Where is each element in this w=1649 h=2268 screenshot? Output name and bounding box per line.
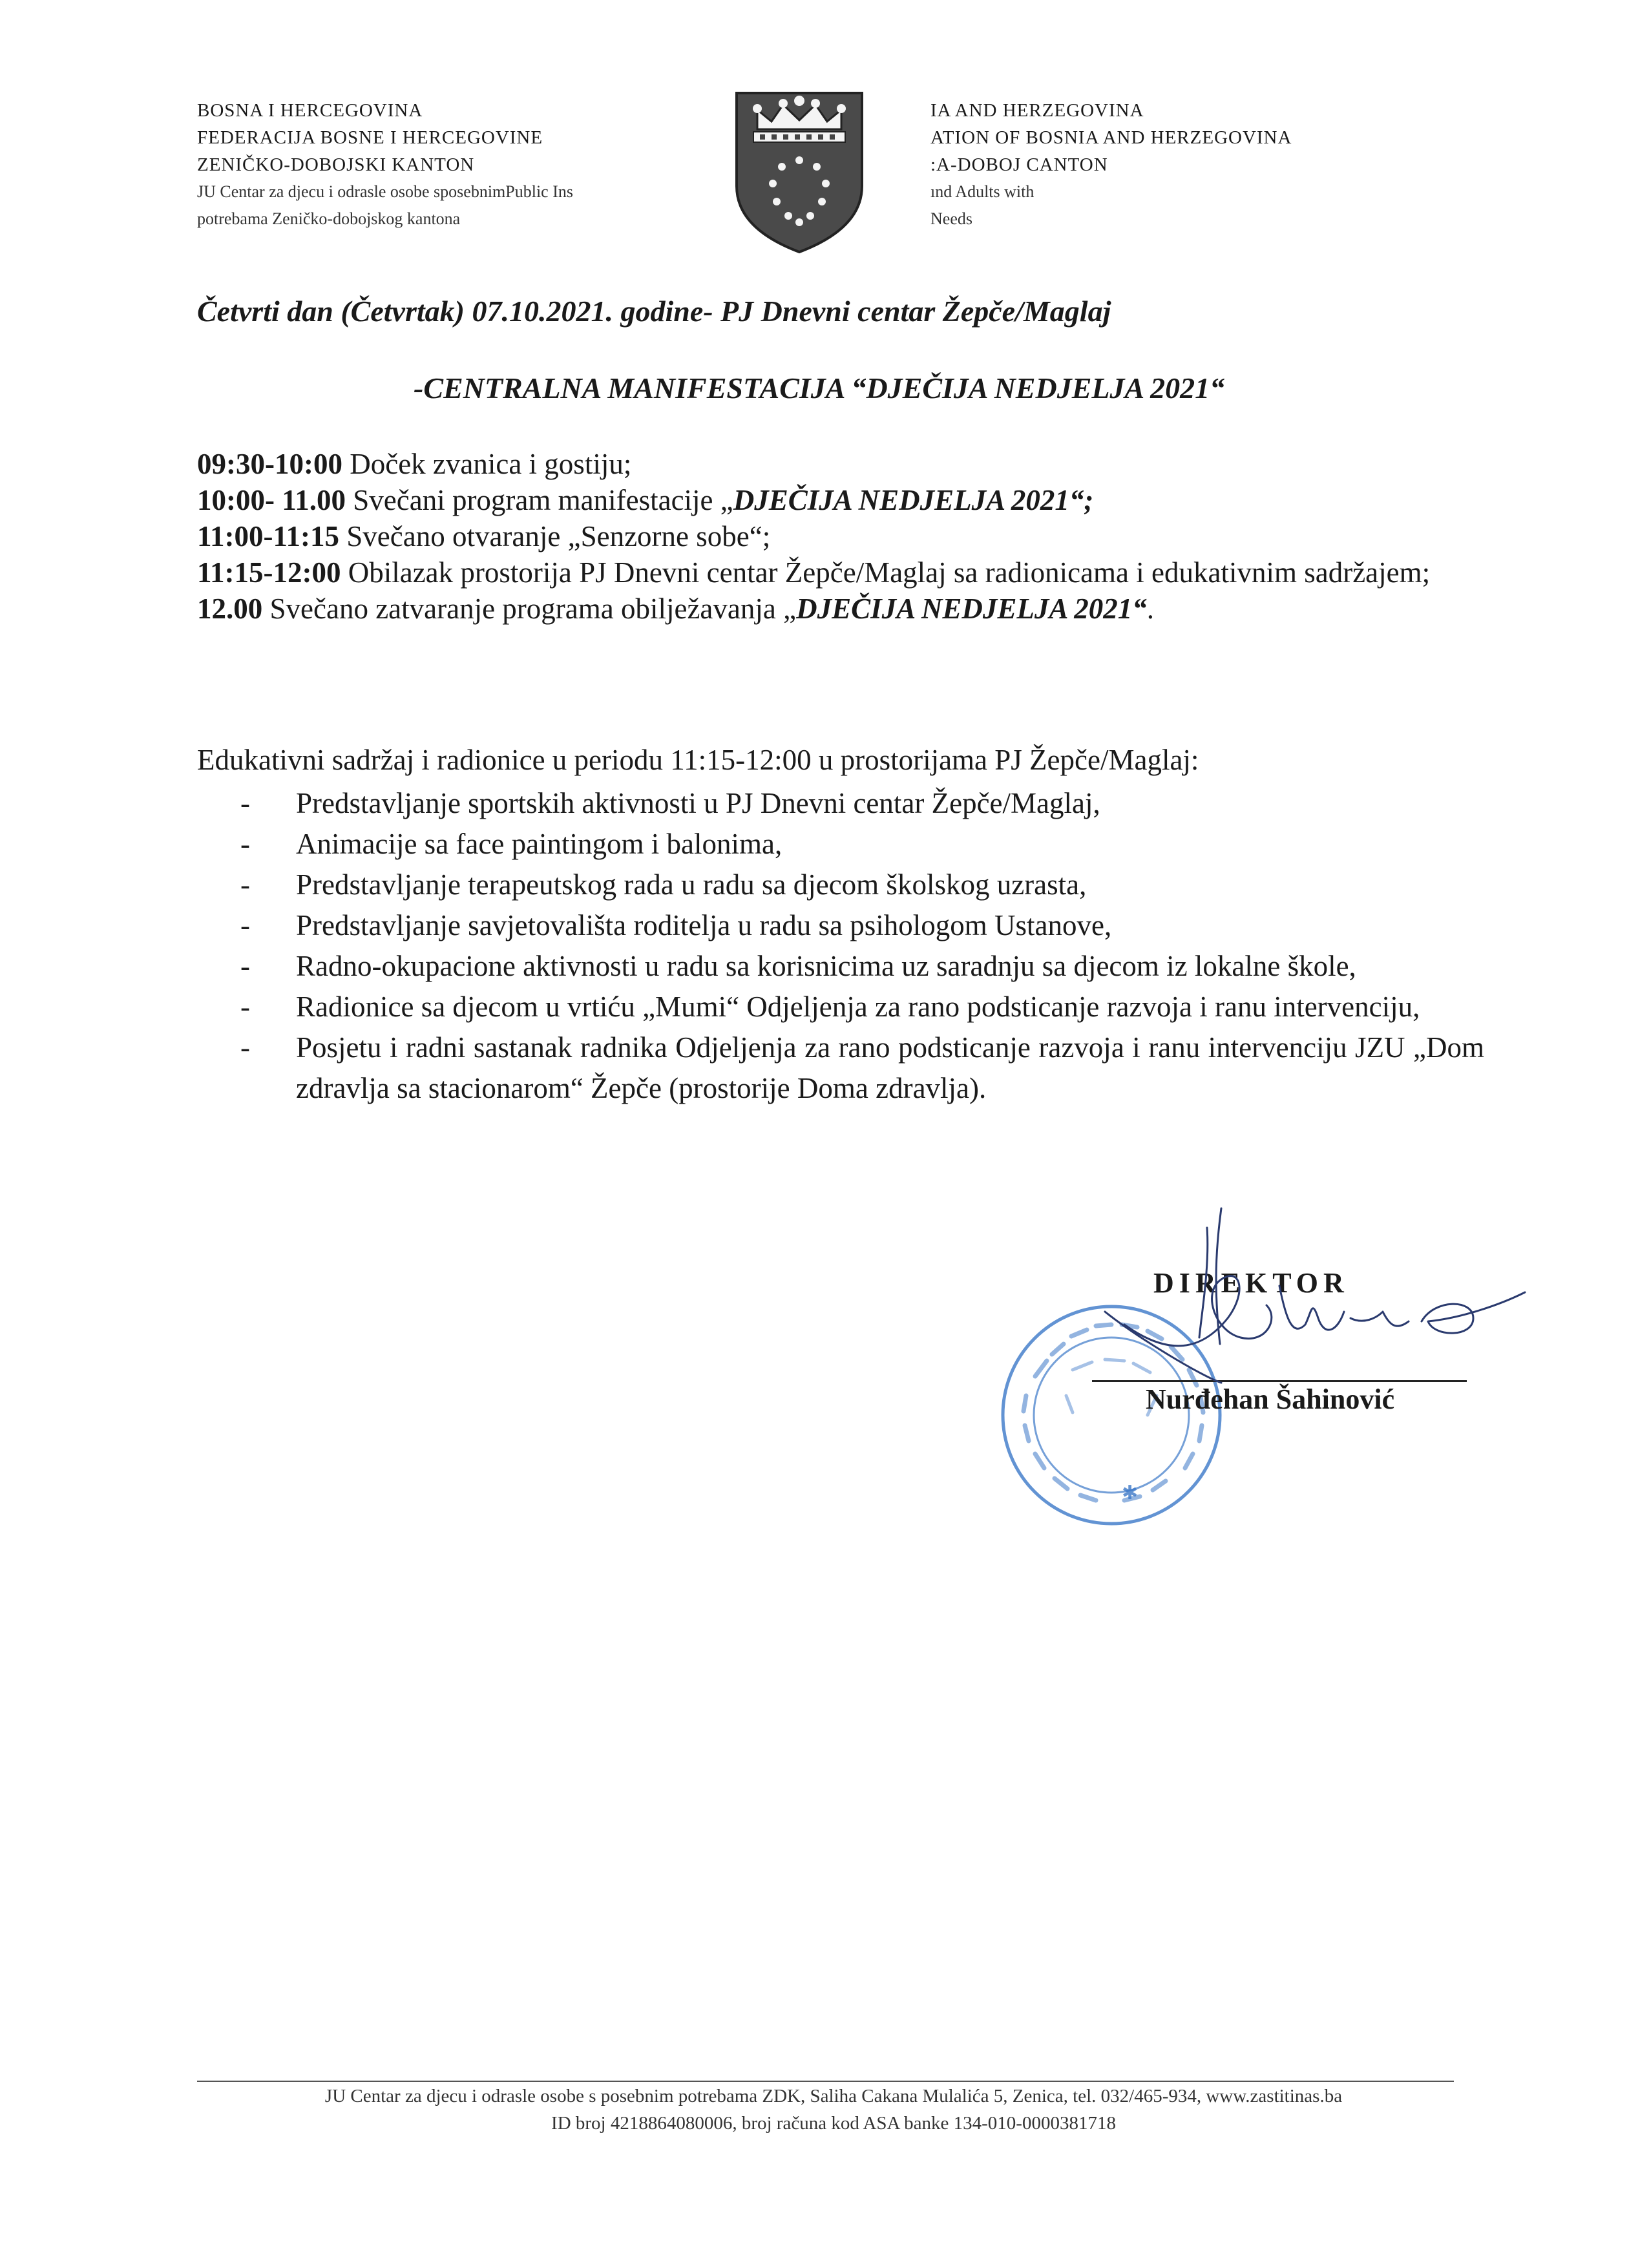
header-right-line: IA AND HERZEGOVINA xyxy=(930,100,1144,121)
schedule-text: Svečano zatvaranje programa obilježavanja „ xyxy=(262,593,797,625)
schedule-text: Svečano otvaranje „Senzorne sobe“; xyxy=(339,520,771,552)
header-left-line: ZENIČKO-DOBOJSKI KANTON xyxy=(197,154,475,175)
schedule-time: 10:00- 11.00 xyxy=(197,484,346,516)
activities-list xyxy=(240,783,1484,1109)
header-right-line: ATION OF BOSNIA AND HERZEGOVINA xyxy=(930,127,1292,148)
schedule-end: . xyxy=(1146,593,1154,625)
list-item xyxy=(240,1027,1484,1109)
schedule-text: Obilazak prostorija PJ Dnevni centar Žepče/Maglaj sa radionicama i edukativnim sadržajem; xyxy=(341,556,1431,589)
schedule-item xyxy=(197,518,1483,554)
header-right-line: Needs xyxy=(930,209,972,228)
header-right-line: :A-DOBOJ CANTON xyxy=(930,154,1108,175)
list-item xyxy=(240,905,1484,946)
footer-address: JU Centar za djecu i odrasle osobe s posebnim potrebama ZDK, Saliha Cakana Mulalića 5, Zenica, tel. 032/465-934, www.zastitinas.ba xyxy=(324,2086,1343,2106)
header-left-line: BOSNA I HERCEGOVINA xyxy=(197,100,423,121)
list-item-text: Radno-okupacione aktivnosti u radu sa korisnicima uz saradnju sa djecom iz lokalne škole, xyxy=(296,950,1356,982)
signatory-name: Nurđehan Šahinović xyxy=(1146,1383,1395,1415)
header-left-line: JU Centar za djecu i odrasle osobe sposebnimPublic Ins xyxy=(197,182,573,201)
footer-divider xyxy=(197,2081,1454,2082)
list-dash: - xyxy=(240,950,250,982)
schedule-time: 12.00 xyxy=(197,593,263,625)
schedule-item xyxy=(197,591,1483,627)
schedule-time: 09:30-10:00 xyxy=(197,448,342,480)
schedule-time: 11:00-11:15 xyxy=(197,520,339,552)
activities-intro: Edukativni sadržaj i radionice u periodu 11:15-12:00 u prostorijama PJ Žepče/Maglaj: xyxy=(197,744,1199,776)
list-item-text: Radionice sa djecom u vrtiću „Mumi“ Odjeljenja za rano podsticanje razvoja i ranu intervenciju, xyxy=(296,991,1420,1023)
list-item-text: Predstavljanje terapeutskog rada u radu sa djecom školskog uzrasta, xyxy=(296,868,1087,901)
header-right xyxy=(930,97,1422,233)
schedule-item xyxy=(197,446,1483,482)
day-title: Četvrti dan (Četvrtak) 07.10.2021. godine- PJ Dnevni centar Žepče/Maglaj xyxy=(197,295,1111,328)
schedule-event-name: DJEČIJA NEDJELJA 2021“ xyxy=(796,593,1147,625)
header-left-line: FEDERACIJA BOSNE I HERCEGOVINE xyxy=(197,127,543,148)
list-dash: - xyxy=(240,787,250,819)
list-item-text: Animacije sa face paintingom i balonima, xyxy=(296,828,782,860)
schedule xyxy=(197,446,1483,627)
list-item xyxy=(240,987,1484,1027)
list-item xyxy=(240,946,1484,987)
svg-text:✱: ✱ xyxy=(1122,1482,1139,1504)
list-item xyxy=(240,783,1484,824)
schedule-item xyxy=(197,482,1483,518)
list-dash: - xyxy=(240,991,250,1023)
schedule-text: Doček zvanica i gostiju; xyxy=(342,448,632,480)
handwritten-signature xyxy=(1008,1189,1538,1422)
event-title: -CENTRALNA MANIFESTACIJA “DJEČIJA NEDJELJA 2021“ xyxy=(414,372,1225,404)
header-left-line: potrebama Zeničko-dobojskog kantona xyxy=(197,209,461,228)
list-item xyxy=(240,865,1484,905)
list-dash: - xyxy=(240,868,250,901)
list-item xyxy=(240,824,1484,865)
schedule-item xyxy=(197,554,1483,591)
list-item-text: Predstavljanje savjetovališta roditelja u radu sa psihologom Ustanove, xyxy=(296,909,1112,941)
schedule-text: Svečani program manifestacije „ xyxy=(346,484,733,516)
coat-of-arms-icon xyxy=(731,89,867,255)
list-item-text: Predstavljanje sportskih aktivnosti u PJ Dnevni centar Žepče/Maglaj, xyxy=(296,787,1100,819)
list-dash: - xyxy=(240,1031,250,1064)
list-dash: - xyxy=(240,909,250,941)
list-item-text: Posjetu i radni sastanak radnika Odjeljenja za rano podsticanje razvoja i ranu intervenciju JZU „Dom zdravlja sa stacionarom“ Žepče (prostorije Doma zdravlja). xyxy=(296,1031,1484,1104)
header-right-line: ınd Adults with xyxy=(930,182,1035,201)
signature-title: DIREKTOR xyxy=(1153,1267,1349,1299)
header-left xyxy=(197,97,688,233)
footer-bank-info: ID broj 4218864080006, broj računa kod ASA banke 134-010-0000381718 xyxy=(551,2113,1116,2134)
schedule-time: 11:15-12:00 xyxy=(197,556,341,589)
list-dash: - xyxy=(240,828,250,860)
schedule-event-name: DJEČIJA NEDJELJA 2021“; xyxy=(733,484,1094,516)
